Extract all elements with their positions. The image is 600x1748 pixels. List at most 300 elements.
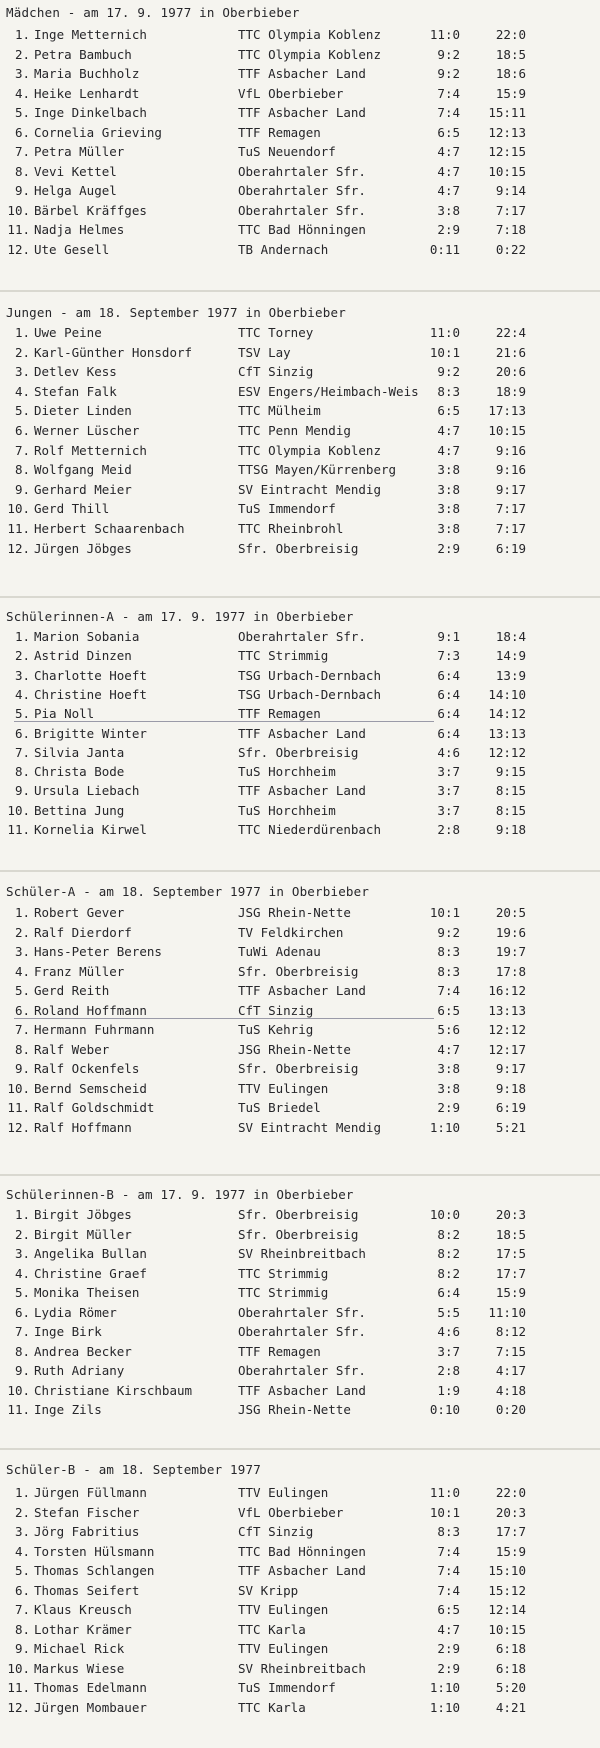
- rank-cell: 1.: [14, 629, 30, 644]
- games-score: 3:8: [437, 521, 460, 536]
- player-name: Stefan Falk: [34, 383, 117, 399]
- table-row: [0, 943, 600, 961]
- rank-cell: 7.: [14, 144, 30, 159]
- table-row: [0, 104, 600, 122]
- player-name: Angelika Bullan: [34, 1246, 147, 1261]
- club-name: TSG Urbach-Dernbach: [238, 686, 381, 702]
- table-row: [0, 1484, 600, 1502]
- rank-cell: 11.: [7, 521, 30, 536]
- games-score: 4:7: [437, 442, 460, 458]
- player-name: Heike Lenhardt: [34, 85, 140, 101]
- table-row: [0, 46, 600, 64]
- club-name: CfT Sinzig: [238, 1524, 314, 1539]
- sets-score: 0:22: [495, 241, 526, 257]
- sets-score: 20:3: [495, 1504, 526, 1520]
- player-name: Markus Wiese: [34, 1660, 125, 1676]
- games-score: 7:4: [437, 85, 460, 101]
- sets-score: 7:17: [495, 202, 526, 218]
- sets-score: 9:17: [495, 481, 526, 497]
- club-name: Oberahrtaler Sfr.: [238, 1363, 366, 1378]
- games-score: 9:2: [437, 924, 460, 940]
- rank-cell: 10.: [7, 501, 30, 517]
- games-score: 8:3: [437, 383, 460, 399]
- player-name: Petra Müller: [34, 144, 125, 159]
- table-row: [0, 1679, 600, 1697]
- games-score: 8:3: [437, 944, 460, 959]
- table-row: [0, 982, 600, 1000]
- player-name: Werner Lüscher: [34, 423, 140, 438]
- club-name: Oberahrtaler Sfr.: [238, 1304, 366, 1320]
- games-score: 5:5: [437, 1304, 460, 1320]
- player-name: Bärbel Kräffges: [34, 202, 147, 218]
- club-name: TTF Remagen: [238, 124, 321, 140]
- games-score: 9:1: [437, 629, 460, 644]
- games-score: 10:1: [429, 905, 460, 920]
- sets-score: 6:18: [495, 1660, 526, 1676]
- club-name: Sfr. Oberbreisig: [238, 1207, 359, 1222]
- player-name: Gerd Reith: [34, 983, 110, 998]
- player-name: Thomas Edelmann: [34, 1680, 147, 1695]
- games-score: 6:4: [437, 706, 460, 722]
- table-row: [0, 422, 600, 440]
- sets-score: 9:16: [495, 442, 526, 458]
- rank-cell: 6.: [14, 1304, 30, 1320]
- table-row: [0, 647, 600, 665]
- table-row: [0, 163, 600, 181]
- games-score: 3:8: [437, 1080, 460, 1096]
- section-heading: Schüler-B - am 18. September 1977: [6, 1462, 261, 1477]
- table-row: [0, 182, 600, 200]
- table-row: [0, 725, 600, 743]
- club-name: SV Rheinbreitbach: [238, 1660, 366, 1676]
- club-name: TB Andernach: [238, 241, 329, 257]
- player-name: Lothar Krämer: [34, 1621, 132, 1637]
- table-row: [0, 344, 600, 362]
- games-score: 6:4: [437, 667, 460, 683]
- sets-score: 17:7: [495, 1265, 526, 1281]
- sets-score: 10:15: [488, 423, 526, 438]
- rank-cell: 4.: [14, 1265, 30, 1281]
- games-score: 3:8: [437, 481, 460, 497]
- player-name: Pia Noll: [34, 706, 95, 722]
- club-name: Sfr. Oberbreisig: [238, 1061, 359, 1076]
- rank-cell: 12.: [7, 1699, 30, 1715]
- games-score: 7:3: [437, 648, 460, 664]
- sets-score: 18:5: [495, 46, 526, 62]
- underline-mark: [14, 1018, 434, 1019]
- player-name: Roland Hoffmann: [34, 1002, 147, 1018]
- club-name: TuS Kehrig: [238, 1022, 314, 1037]
- table-row: [0, 744, 600, 762]
- table-row: [0, 1080, 600, 1098]
- games-score: 2:9: [437, 222, 460, 237]
- sets-score: 7:15: [495, 1343, 526, 1359]
- table-row: [0, 1582, 600, 1600]
- table-row: [0, 1041, 600, 1059]
- rank-cell: 9.: [14, 1061, 30, 1076]
- sets-score: 14:10: [488, 686, 526, 702]
- club-name: TTC Karla: [238, 1699, 306, 1715]
- games-score: 3:7: [437, 802, 460, 818]
- rank-cell: 10.: [7, 1080, 30, 1096]
- rank-cell: 10.: [7, 1382, 30, 1398]
- table-row: [0, 520, 600, 538]
- games-score: 3:8: [437, 462, 460, 478]
- club-name: Oberahrtaler Sfr.: [238, 163, 366, 179]
- games-score: 4:6: [437, 1324, 460, 1339]
- games-score: 2:9: [437, 1660, 460, 1676]
- club-name: TTC Rheinbrohl: [238, 521, 344, 536]
- club-name: TTV Eulingen: [238, 1641, 329, 1656]
- club-name: ESV Engers/Heimbach-Weis: [238, 383, 419, 399]
- rank-cell: 4.: [14, 686, 30, 702]
- rank-cell: 8.: [14, 163, 30, 179]
- rank-cell: 11.: [7, 1100, 30, 1115]
- sets-score: 9:18: [495, 822, 526, 837]
- table-row: [0, 782, 600, 800]
- games-score: 11:0: [429, 1485, 460, 1500]
- section-divider: [0, 596, 600, 598]
- player-name: Birgit Jöbges: [34, 1207, 132, 1222]
- club-name: TTC Strimmig: [238, 1265, 329, 1281]
- games-score: 3:7: [437, 764, 460, 780]
- table-row: [0, 1699, 600, 1717]
- table-row: [0, 363, 600, 381]
- rank-cell: 11.: [7, 222, 30, 237]
- sets-score: 15:11: [488, 105, 526, 120]
- games-score: 3:8: [437, 202, 460, 218]
- club-name: Sfr. Oberbreisig: [238, 744, 359, 760]
- table-row: [0, 1660, 600, 1678]
- sets-score: 15:10: [488, 1563, 526, 1578]
- rank-cell: 6.: [14, 1582, 30, 1598]
- sets-score: 10:15: [488, 1621, 526, 1637]
- club-name: Oberahrtaler Sfr.: [238, 183, 366, 198]
- club-name: TTC Karla: [238, 1621, 306, 1637]
- table-row: [0, 1099, 600, 1117]
- player-name: Ralf Hoffmann: [34, 1119, 132, 1135]
- games-score: 6:5: [437, 403, 460, 419]
- player-name: Inge Zils: [34, 1402, 102, 1417]
- player-name: Charlotte Hoeft: [34, 667, 147, 683]
- games-score: 8:3: [437, 963, 460, 979]
- table-row: [0, 402, 600, 420]
- club-name: SV Eintracht Mendig: [238, 481, 381, 497]
- table-row: [0, 383, 600, 401]
- player-name: Karl-Günther Honsdorf: [34, 344, 193, 360]
- club-name: TTC Strimmig: [238, 648, 329, 664]
- club-name: SV Rheinbreitbach: [238, 1246, 366, 1261]
- club-name: TTF Asbacher Land: [238, 1382, 366, 1398]
- rank-cell: 12.: [7, 1119, 30, 1135]
- club-name: SV Kripp: [238, 1582, 299, 1598]
- rank-cell: 11.: [7, 1402, 30, 1417]
- games-score: 9:2: [437, 364, 460, 380]
- club-name: TTF Asbacher Land: [238, 1563, 366, 1578]
- sets-score: 19:7: [495, 944, 526, 959]
- rank-cell: 11.: [7, 1680, 30, 1695]
- games-score: 4:7: [437, 144, 460, 159]
- rank-cell: 3.: [14, 944, 30, 959]
- sets-score: 4:18: [495, 1382, 526, 1398]
- sets-score: 4:17: [495, 1363, 526, 1378]
- club-name: TuS Immendorf: [238, 1680, 336, 1695]
- rank-cell: 9.: [14, 783, 30, 799]
- games-score: 11:0: [429, 325, 460, 340]
- games-score: 8:3: [437, 1524, 460, 1539]
- games-score: 2:8: [437, 822, 460, 837]
- club-name: VfL Oberbieber: [238, 85, 344, 101]
- table-row: [0, 442, 600, 460]
- rank-cell: 9.: [14, 1641, 30, 1656]
- rank-cell: 4.: [14, 1543, 30, 1559]
- sets-score: 6:19: [495, 1100, 526, 1115]
- club-name: TTC Mülheim: [238, 403, 321, 419]
- club-name: TTC Olympia Koblenz: [238, 442, 381, 458]
- sets-score: 17:13: [488, 403, 526, 419]
- section-heading: Schüler-A - am 18. September 1977 in Oberbieber: [6, 884, 370, 899]
- club-name: CfT Sinzig: [238, 1002, 314, 1018]
- player-name: Wolfgang Meid: [34, 462, 132, 478]
- player-name: Astrid Dinzen: [34, 648, 132, 664]
- player-name: Cornelia Grieving: [34, 124, 162, 140]
- table-row: [0, 221, 600, 239]
- rank-cell: 5.: [14, 403, 30, 419]
- club-name: SV Eintracht Mendig: [238, 1119, 381, 1135]
- table-row: [0, 143, 600, 161]
- player-name: Jürgen Jöbges: [34, 540, 132, 556]
- games-score: 4:7: [437, 163, 460, 179]
- player-name: Michael Rick: [34, 1641, 125, 1656]
- rank-cell: 8.: [14, 462, 30, 478]
- player-name: Birgit Müller: [34, 1226, 132, 1242]
- sets-score: 7:17: [495, 501, 526, 517]
- player-name: Marion Sobania: [34, 629, 140, 644]
- rank-cell: 11.: [7, 822, 30, 837]
- games-score: 7:4: [437, 1543, 460, 1559]
- club-name: TuS Neuendorf: [238, 144, 336, 159]
- games-score: 1:9: [437, 1382, 460, 1398]
- rank-cell: 4.: [14, 383, 30, 399]
- rank-cell: 1.: [14, 27, 30, 42]
- rank-cell: 3.: [14, 66, 30, 81]
- games-score: 2:9: [437, 540, 460, 556]
- table-row: [0, 1226, 600, 1244]
- club-name: TuWi Adenau: [238, 944, 321, 959]
- sets-score: 18:6: [495, 66, 526, 81]
- player-name: Jörg Fabritius: [34, 1524, 140, 1539]
- games-score: 0:10: [429, 1402, 460, 1417]
- club-name: TTC Penn Mendig: [238, 423, 351, 438]
- sets-score: 17:5: [495, 1246, 526, 1261]
- club-name: JSG Rhein-Nette: [238, 1041, 351, 1057]
- sets-score: 20:3: [495, 1207, 526, 1222]
- sets-score: 18:4: [495, 629, 526, 644]
- player-name: Uwe Peine: [34, 325, 102, 340]
- sets-score: 19:6: [495, 924, 526, 940]
- table-row: [0, 1543, 600, 1561]
- sets-score: 15:12: [488, 1582, 526, 1598]
- rank-cell: 10.: [7, 802, 30, 818]
- club-name: JSG Rhein-Nette: [238, 905, 351, 920]
- player-name: Ralf Dierdorf: [34, 924, 132, 940]
- rank-cell: 2.: [14, 648, 30, 664]
- section-2: [0, 300, 600, 563]
- games-score: 0:11: [429, 241, 460, 257]
- games-score: 8:2: [437, 1265, 460, 1281]
- sets-score: 12:17: [488, 1041, 526, 1057]
- rank-cell: 5.: [14, 1285, 30, 1300]
- club-name: Oberahrtaler Sfr.: [238, 629, 366, 644]
- games-score: 7:4: [437, 1582, 460, 1598]
- rank-cell: 7.: [14, 1602, 30, 1617]
- rank-cell: 2.: [14, 1504, 30, 1520]
- sets-score: 14:12: [488, 706, 526, 722]
- sets-score: 5:20: [495, 1680, 526, 1695]
- rank-cell: 4.: [14, 85, 30, 101]
- club-name: TTF Asbacher Land: [238, 66, 366, 81]
- section-divider: [0, 1174, 600, 1176]
- rank-cell: 5.: [14, 983, 30, 998]
- player-name: Gerd Thill: [34, 501, 110, 517]
- games-score: 6:4: [437, 725, 460, 741]
- rank-cell: 2.: [14, 924, 30, 940]
- sets-score: 9:16: [495, 462, 526, 478]
- rank-cell: 9.: [14, 481, 30, 497]
- table-row: [0, 1304, 600, 1322]
- table-row: [0, 1119, 600, 1137]
- club-name: TTC Olympia Koblenz: [238, 46, 381, 62]
- sets-score: 13:9: [495, 667, 526, 683]
- table-row: [0, 1562, 600, 1580]
- sets-score: 18:9: [495, 383, 526, 399]
- player-name: Christine Hoeft: [34, 686, 147, 702]
- sets-score: 8:15: [495, 802, 526, 818]
- player-name: Maria Buchholz: [34, 66, 140, 81]
- player-name: Klaus Kreusch: [34, 1602, 132, 1617]
- section-3: [0, 604, 600, 844]
- section-divider: [0, 290, 600, 292]
- table-row: [0, 1382, 600, 1400]
- player-name: Thomas Schlangen: [34, 1563, 155, 1578]
- table-row: [0, 540, 600, 558]
- sets-score: 22:0: [495, 1485, 526, 1500]
- player-name: Vevi Kettel: [34, 163, 117, 179]
- rank-cell: 3.: [14, 667, 30, 683]
- rank-cell: 9.: [14, 183, 30, 198]
- sets-score: 0:20: [495, 1402, 526, 1417]
- games-score: 10:1: [429, 344, 460, 360]
- rank-cell: 1.: [14, 1207, 30, 1222]
- games-score: 6:5: [437, 1002, 460, 1018]
- club-name: TTF Remagen: [238, 706, 321, 722]
- player-name: Lydia Römer: [34, 1304, 117, 1320]
- section-heading: Schülerinnen-A - am 17. 9. 1977 in Oberbieber: [6, 609, 354, 624]
- player-name: Christine Graef: [34, 1265, 147, 1281]
- table-row: [0, 686, 600, 704]
- section-4: [0, 879, 600, 1142]
- games-score: 5:6: [437, 1022, 460, 1037]
- table-row: [0, 461, 600, 479]
- sets-score: 22:0: [495, 27, 526, 42]
- table-row: [0, 1401, 600, 1419]
- sets-score: 13:13: [488, 1002, 526, 1018]
- games-score: 10:1: [429, 1504, 460, 1520]
- table-row: [0, 1206, 600, 1224]
- rank-cell: 4.: [14, 963, 30, 979]
- rank-cell: 2.: [14, 46, 30, 62]
- rank-cell: 7.: [14, 1022, 30, 1037]
- section-heading: Schülerinnen-B - am 17. 9. 1977 in Oberbieber: [6, 1187, 354, 1202]
- table-row: [0, 963, 600, 981]
- sets-score: 9:14: [495, 183, 526, 198]
- player-name: Andrea Becker: [34, 1343, 132, 1359]
- table-row: [0, 1265, 600, 1283]
- club-name: CfT Sinzig: [238, 364, 314, 380]
- games-score: 10:0: [429, 1207, 460, 1222]
- sets-score: 18:5: [495, 1226, 526, 1242]
- player-name: Monika Theisen: [34, 1285, 140, 1300]
- player-name: Helga Augel: [34, 183, 117, 198]
- sets-score: 15:9: [495, 1285, 526, 1300]
- table-row: [0, 904, 600, 922]
- club-name: Sfr. Oberbreisig: [238, 540, 359, 556]
- player-name: Silvia Janta: [34, 744, 125, 760]
- sets-score: 12:12: [488, 1022, 526, 1037]
- games-score: 3:8: [437, 501, 460, 517]
- club-name: TTF Asbacher Land: [238, 105, 366, 120]
- games-score: 2:8: [437, 1363, 460, 1378]
- table-row: [0, 1343, 600, 1361]
- games-score: 4:7: [437, 183, 460, 198]
- rank-cell: 3.: [14, 364, 30, 380]
- player-name: Ute Gesell: [34, 241, 110, 257]
- games-score: 6:4: [437, 1285, 460, 1300]
- sets-score: 6:18: [495, 1641, 526, 1656]
- player-name: Kornelia Kirwel: [34, 822, 147, 837]
- sets-score: 20:6: [495, 364, 526, 380]
- games-score: 3:8: [437, 1061, 460, 1076]
- rank-cell: 3.: [14, 1524, 30, 1539]
- club-name: TTF Asbacher Land: [238, 783, 366, 799]
- sets-score: 13:13: [488, 725, 526, 741]
- player-name: Ralf Weber: [34, 1041, 110, 1057]
- sets-score: 8:12: [495, 1324, 526, 1339]
- rank-cell: 5.: [14, 105, 30, 120]
- sets-score: 21:6: [495, 344, 526, 360]
- rank-cell: 1.: [14, 1485, 30, 1500]
- player-name: Ralf Ockenfels: [34, 1061, 140, 1076]
- sets-score: 14:9: [495, 648, 526, 664]
- sets-score: 4:21: [495, 1699, 526, 1715]
- table-row: [0, 1640, 600, 1658]
- games-score: 3:7: [437, 1343, 460, 1359]
- table-row: [0, 124, 600, 142]
- club-name: TuS Briedel: [238, 1100, 321, 1115]
- sets-score: 16:12: [488, 983, 526, 998]
- sets-score: 9:18: [495, 1080, 526, 1096]
- table-row: [0, 324, 600, 342]
- club-name: TTC Olympia Koblenz: [238, 27, 381, 42]
- sets-score: 12:12: [488, 744, 526, 760]
- rank-cell: 8.: [14, 1041, 30, 1057]
- player-name: Bernd Semscheid: [34, 1080, 147, 1096]
- club-name: Oberahrtaler Sfr.: [238, 1324, 366, 1339]
- games-score: 2:9: [437, 1100, 460, 1115]
- club-name: TTSG Mayen/Kürrenberg: [238, 462, 397, 478]
- player-name: Ursula Liebach: [34, 783, 140, 799]
- table-row: [0, 1323, 600, 1341]
